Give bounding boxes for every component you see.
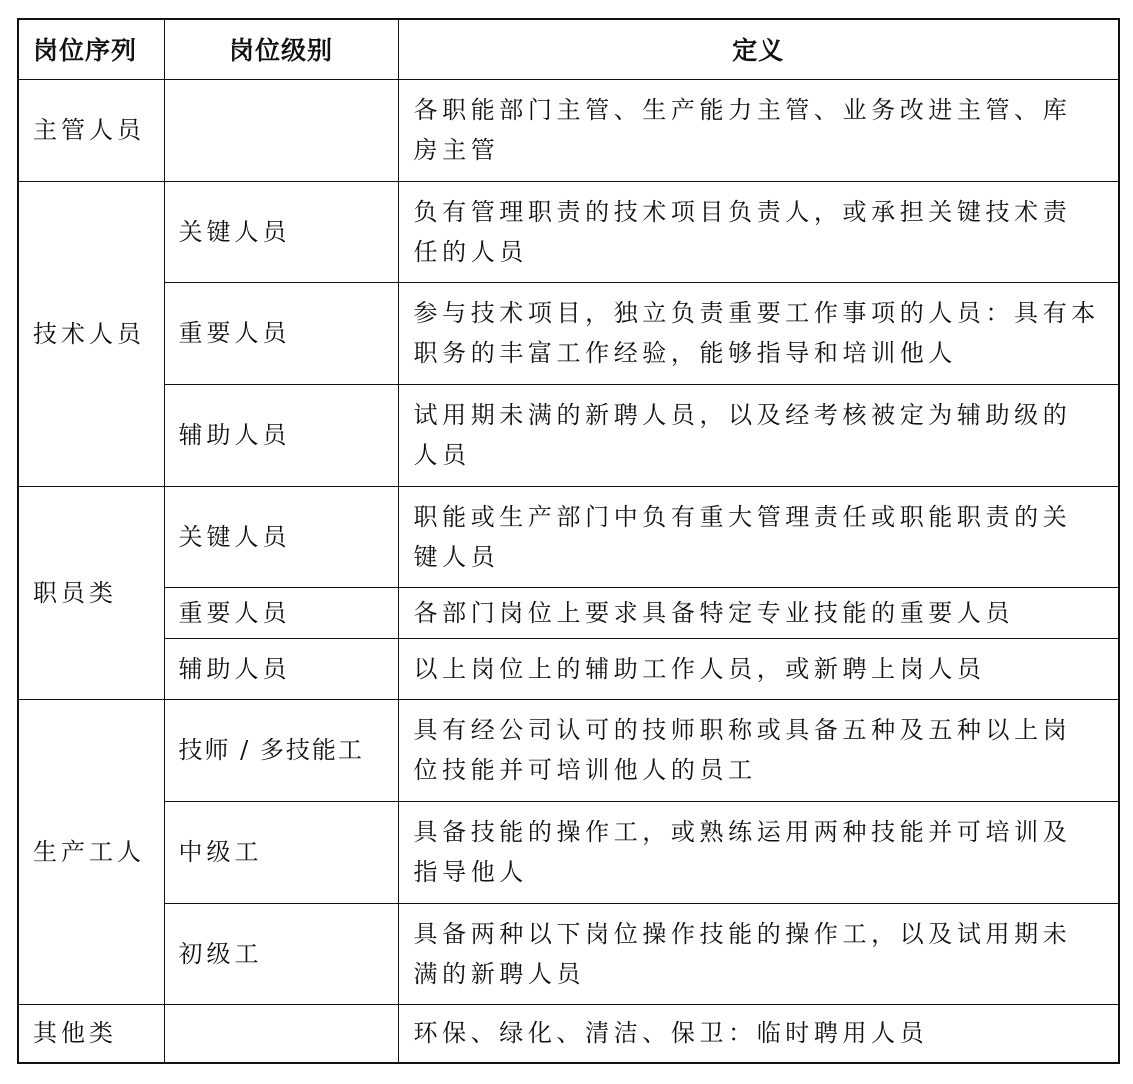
sequence-cell: 其他类	[18, 1004, 164, 1063]
table-row	[18, 903, 1119, 1004]
table-row	[18, 699, 1119, 801]
sequence-cell: 生产工人	[18, 699, 164, 1004]
table-row	[18, 384, 1119, 486]
table-row	[18, 486, 1119, 587]
position-definition-table	[17, 18, 1120, 1064]
table-row	[18, 801, 1119, 903]
table-row	[18, 1004, 1119, 1063]
level-cell	[164, 79, 398, 181]
definition-cell	[398, 384, 1119, 486]
header-level: 岗位级别	[164, 19, 398, 79]
level-cell: 辅助人员	[164, 384, 398, 486]
definition-cell	[398, 1004, 1119, 1063]
definition-line: 人员	[413, 441, 471, 469]
definition-line: 负有管理职责的技术项目负责人，或承担关键技术责	[413, 197, 1072, 226]
definition-line: 具备两种以下岗位操作技能的操作工，以及试用期未	[413, 919, 1072, 948]
definition-line: 各职能部门主管、生产能力主管、业务改进主管、库	[413, 96, 1072, 124]
definition-line: 具有经公司认可的技师职称或具备五种及五种以上岗	[413, 716, 1072, 744]
table-row	[18, 79, 1119, 181]
definition-cell	[398, 282, 1119, 384]
definition-line: 任的人员	[413, 237, 528, 266]
definition-line: 位技能并可培训他人的员工	[413, 756, 757, 784]
definition-line: 房主管	[413, 136, 500, 164]
definition-cell	[398, 638, 1119, 699]
sequence-cell: 职员类	[18, 486, 164, 699]
definition-line: 指导他人	[413, 858, 528, 886]
definition-line: 各部门岗位上要求具备特定专业技能的重要人员	[413, 598, 1015, 627]
definition-cell	[398, 699, 1119, 801]
sequence-cell: 主管人员	[18, 79, 164, 181]
header-row	[18, 19, 1119, 79]
level-cell: 技师 / 多技能工	[164, 699, 398, 801]
table-row	[18, 282, 1119, 384]
definition-line: 以上岗位上的辅助工作人员，或新聘上岗人员	[413, 654, 986, 683]
definition-line: 具备技能的操作工，或熟练运用两种技能并可培训及	[413, 818, 1072, 846]
definition-line: 职能或生产部门中负有重大管理责任或职能职责的关	[413, 502, 1072, 531]
header-definition: 定义	[398, 19, 1119, 79]
definition-cell	[398, 801, 1119, 903]
definition-cell	[398, 79, 1119, 181]
definition-line: 键人员	[413, 542, 500, 571]
level-cell: 关键人员	[164, 181, 398, 282]
sequence-cell: 技术人员	[18, 181, 164, 486]
table-row	[18, 638, 1119, 699]
table-row	[18, 181, 1119, 282]
definition-cell	[398, 587, 1119, 638]
definition-line: 满的新聘人员	[413, 959, 586, 988]
level-cell: 辅助人员	[164, 638, 398, 699]
definition-line: 职务的丰富工作经验，能够指导和培训他人	[413, 339, 957, 367]
definition-cell	[398, 486, 1119, 587]
level-cell: 重要人员	[164, 587, 398, 638]
definition-cell	[398, 181, 1119, 282]
level-cell	[164, 1004, 398, 1063]
header-sequence: 岗位序列	[18, 19, 164, 79]
level-cell: 初级工	[164, 903, 398, 1004]
level-cell: 重要人员	[164, 282, 398, 384]
definition-line: 参与技术项目，独立负责重要工作事项的人员：具有本	[413, 299, 1100, 327]
definition-line: 环保、绿化、清洁、保卫：临时聘用人员	[413, 1019, 929, 1048]
level-cell: 中级工	[164, 801, 398, 903]
definition-cell	[398, 903, 1119, 1004]
level-cell: 关键人员	[164, 486, 398, 587]
table-row	[18, 587, 1119, 638]
definition-line: 试用期未满的新聘人员，以及经考核被定为辅助级的	[413, 401, 1072, 429]
